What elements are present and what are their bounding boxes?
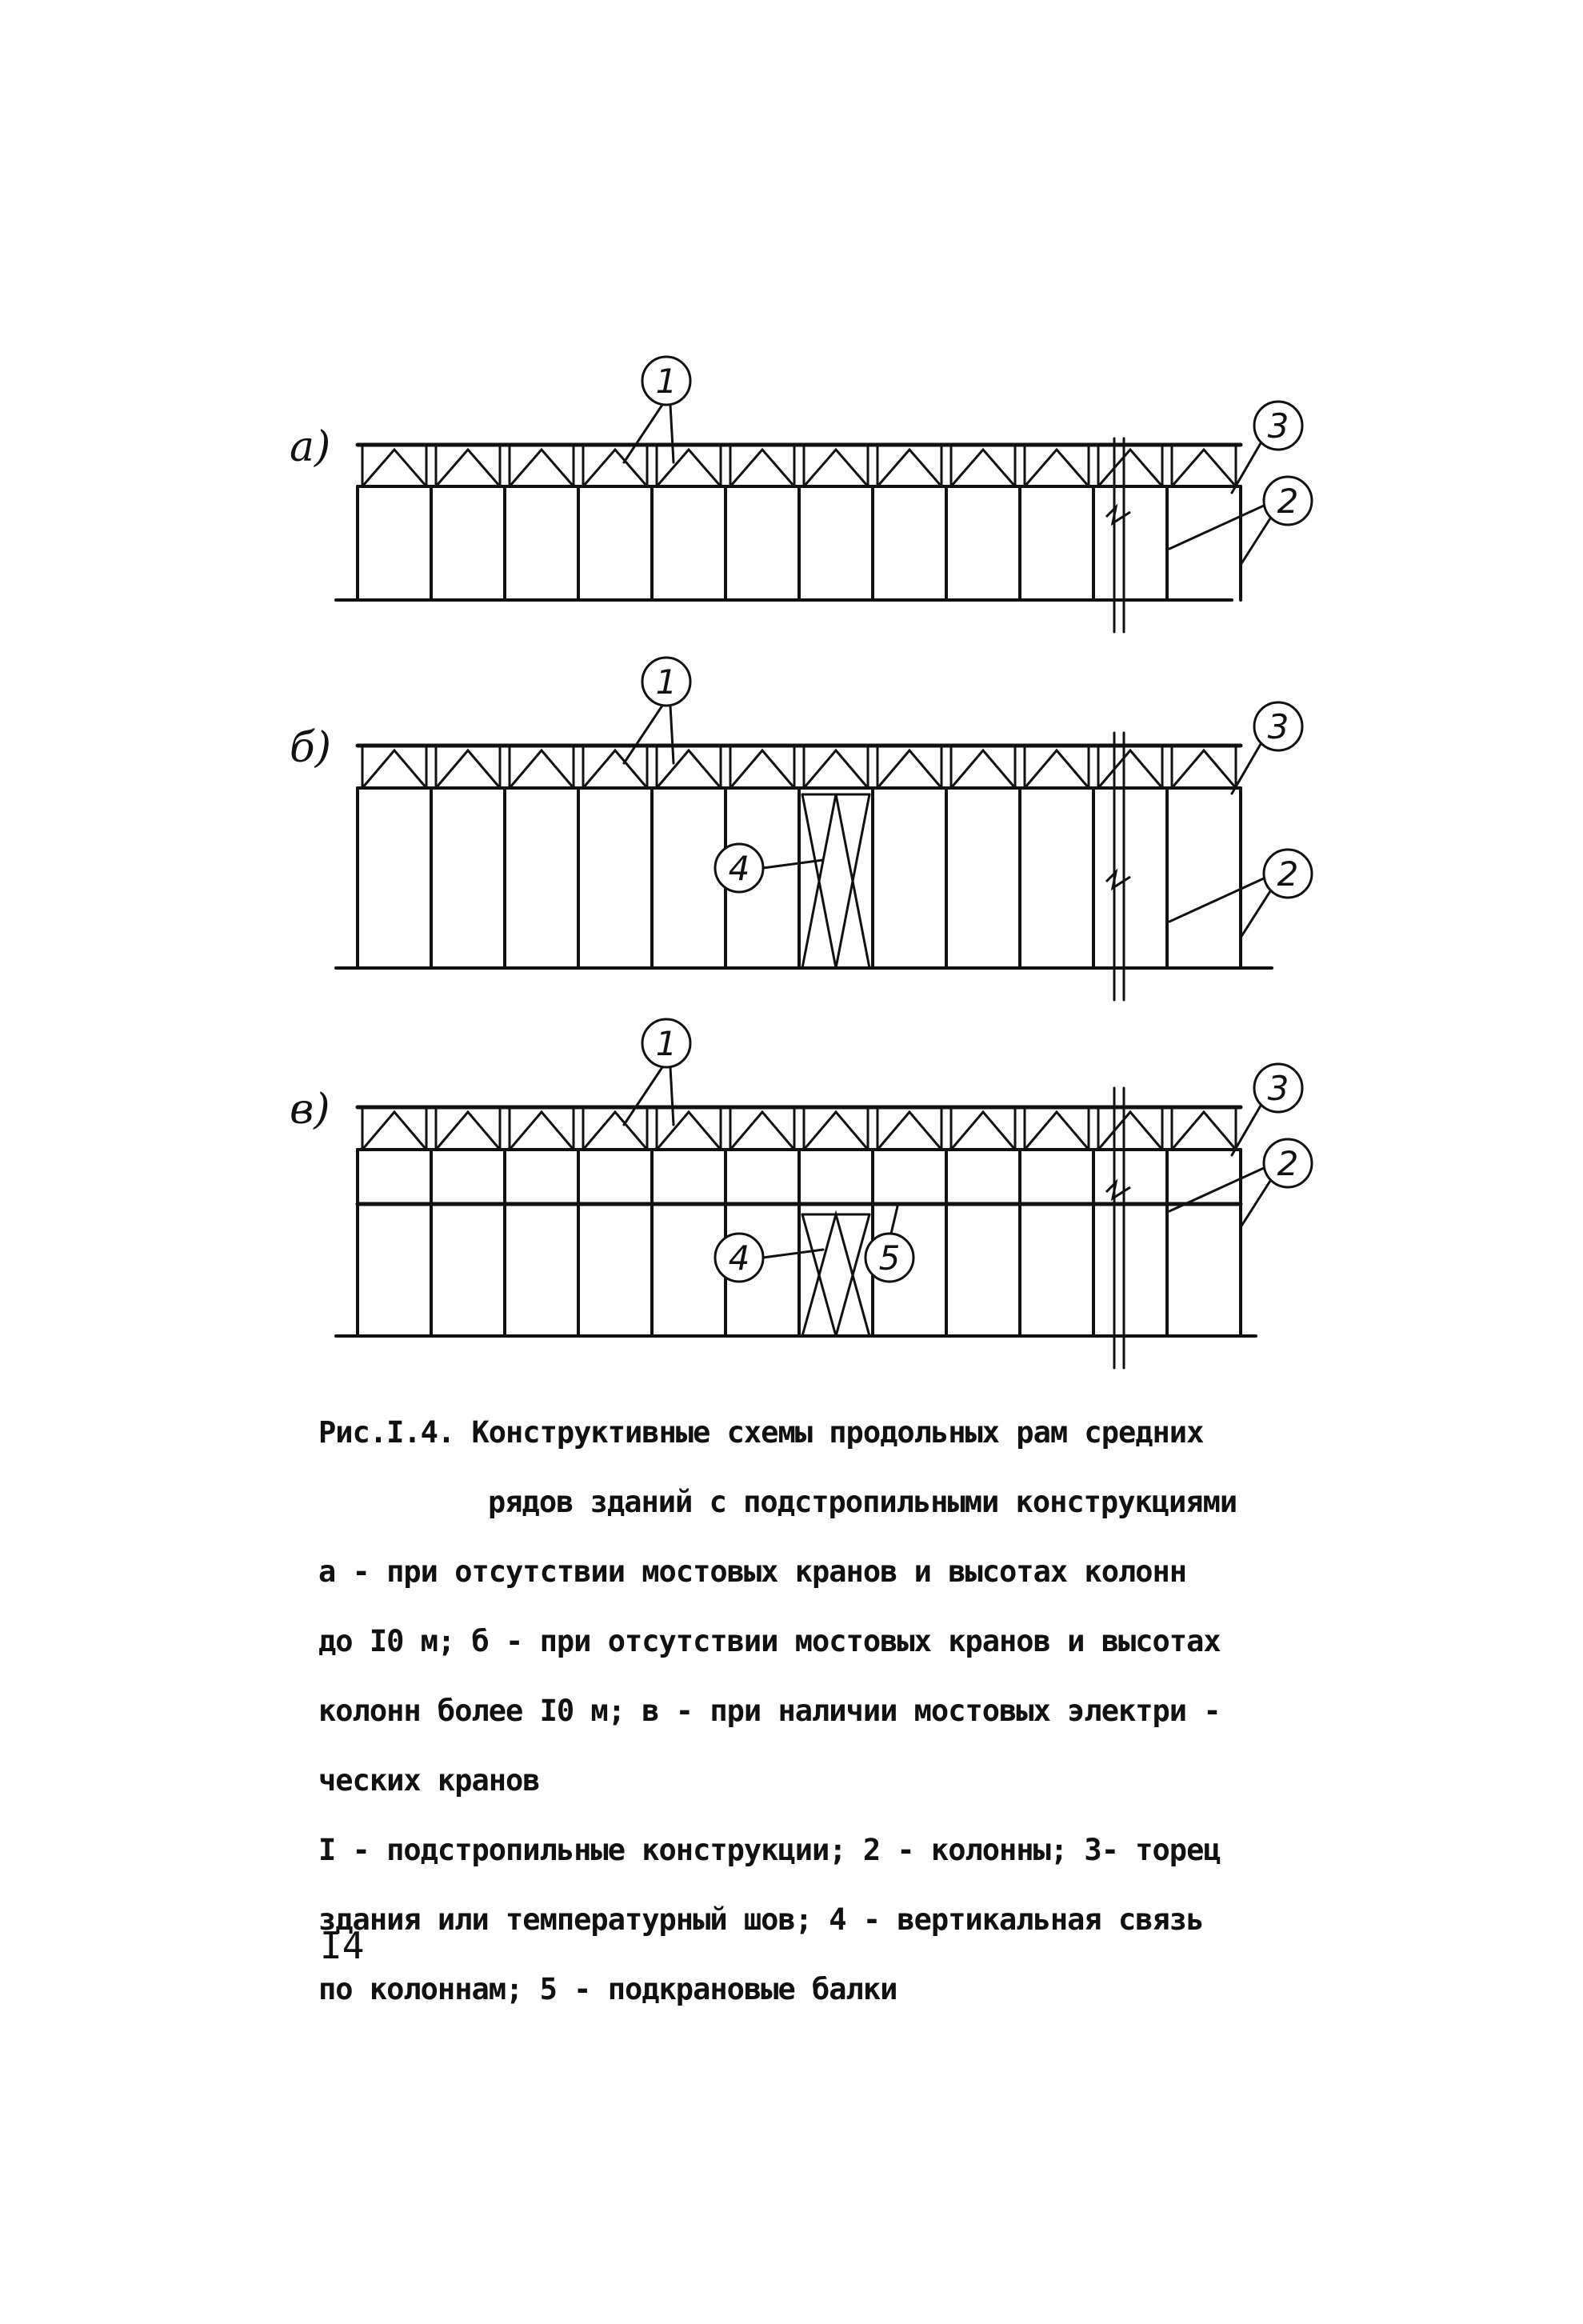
subtruss	[951, 446, 1015, 486]
truss-diagonals	[804, 750, 868, 788]
subtruss	[730, 747, 794, 788]
subtruss	[510, 446, 574, 486]
truss-diagonals	[583, 450, 647, 486]
truss-diagonals	[436, 750, 500, 788]
caption-line-9: по колоннам; 5 - подкрановые балки	[318, 1972, 897, 2006]
caption-line-4: до I0 м; б - при отсутствии мостовых кранов и высотах	[318, 1624, 1221, 1658]
caption-line-1: Рис.I.4. Конструктивные схемы продольных рам средних	[318, 1415, 1204, 1450]
callout-bracing	[715, 844, 763, 892]
leader-trusses	[670, 405, 674, 462]
caption-line-5: колонн более I0 м; в - при наличии мостовых электри -	[318, 1694, 1221, 1728]
truss-diagonals	[951, 750, 1015, 788]
panel-label: б)	[290, 724, 332, 772]
subtruss	[1172, 1109, 1236, 1150]
subtruss	[583, 1109, 647, 1150]
diagram-v	[290, 1019, 1312, 1368]
truss-diagonals	[877, 450, 941, 486]
leader-trusses	[670, 706, 674, 763]
subtruss	[730, 1109, 794, 1150]
subtruss	[510, 1109, 574, 1150]
subtruss	[583, 446, 647, 486]
vertical-bracing	[802, 794, 869, 968]
truss-diagonals	[1098, 450, 1162, 486]
truss-diagonals	[1172, 450, 1236, 486]
truss-diagonals	[362, 1112, 426, 1150]
break-mark	[1106, 1182, 1130, 1198]
truss-diagonals	[1025, 1112, 1089, 1150]
callout-trusses	[642, 357, 690, 405]
subtruss	[362, 747, 426, 788]
callout-crane-beam-label: 5	[878, 1238, 901, 1278]
figure-caption	[318, 1374, 1358, 2024]
subtruss	[436, 1109, 500, 1150]
subtruss	[877, 446, 941, 486]
callout-columns-label: 2	[1277, 854, 1299, 894]
truss-diagonals	[362, 750, 426, 788]
truss-diagonals	[436, 450, 500, 486]
subtruss	[657, 446, 721, 486]
truss-diagonals	[1025, 750, 1089, 788]
truss-diagonals	[730, 750, 794, 788]
truss-diagonals	[1025, 450, 1089, 486]
subtruss	[1025, 747, 1089, 788]
diagram-a	[290, 357, 1312, 632]
leader-columns	[1169, 506, 1264, 549]
truss-diagonals	[583, 1112, 647, 1150]
panel-label: в)	[290, 1086, 330, 1134]
subtruss	[436, 446, 500, 486]
callout-trusses	[642, 658, 690, 706]
leader-columns	[1169, 878, 1264, 922]
page-number: I4	[320, 1924, 365, 1967]
truss-diagonals	[583, 750, 647, 788]
break-mark	[1106, 872, 1130, 888]
callout-trusses	[642, 1019, 690, 1067]
truss-diagonals	[657, 1112, 721, 1150]
subtruss	[951, 1109, 1015, 1150]
callout-end-joint-label: 3	[1267, 1069, 1289, 1108]
subtruss	[510, 747, 574, 788]
truss-diagonals	[657, 450, 721, 486]
truss-diagonals	[657, 750, 721, 788]
truss-diagonals	[877, 750, 941, 788]
leader-columns	[1241, 1181, 1270, 1227]
callout-columns-label: 2	[1277, 482, 1299, 521]
truss-diagonals	[877, 1112, 941, 1150]
caption-line-6: ческих кранов	[318, 1763, 540, 1798]
callout-trusses-label: 1	[655, 662, 678, 702]
subtruss	[1098, 747, 1162, 788]
leader-bracing	[763, 860, 823, 868]
callout-end-joint-label: 3	[1267, 707, 1289, 746]
truss-diagonals	[510, 750, 574, 788]
bracing-diagonals	[802, 794, 869, 968]
subtruss	[877, 1109, 941, 1150]
callout-end-joint-label: 3	[1267, 406, 1289, 446]
truss-diagonals	[1098, 750, 1162, 788]
break-mark	[1106, 507, 1130, 523]
callout-columns-label: 2	[1277, 1144, 1299, 1183]
subtruss	[436, 747, 500, 788]
truss-diagonals	[951, 1112, 1015, 1150]
subtruss	[583, 747, 647, 788]
truss-diagonals	[362, 450, 426, 486]
caption-line-7: I - подстропильные конструкции; 2 - колонны; 3- торец	[318, 1833, 1221, 1867]
truss-diagonals	[1172, 1112, 1236, 1150]
subtruss	[657, 747, 721, 788]
leader-columns	[1241, 518, 1270, 565]
callout-bracing-label: 4	[728, 1238, 750, 1278]
truss-diagonals	[510, 1112, 574, 1150]
subtruss	[951, 747, 1015, 788]
caption-line-8: здания или температурный шов; 4 - вертикальная связь	[318, 1902, 1204, 1937]
truss-diagonals	[1172, 750, 1236, 788]
subtruss	[657, 1109, 721, 1150]
truss-diagonals	[730, 450, 794, 486]
truss-diagonals	[804, 1112, 868, 1150]
panel-label: а)	[290, 423, 331, 471]
vertical-bracing	[802, 1214, 869, 1336]
truss-diagonals	[510, 450, 574, 486]
subtruss	[1025, 446, 1089, 486]
subtruss	[1025, 1109, 1089, 1150]
truss-diagonals	[804, 450, 868, 486]
subtruss	[804, 1109, 868, 1150]
truss-diagonals	[1098, 1112, 1162, 1150]
diagram-b	[290, 658, 1312, 1000]
bracing-diagonals	[802, 1214, 869, 1336]
leader-crane-beam	[891, 1206, 897, 1234]
callout-trusses-label: 1	[655, 362, 678, 401]
subtruss	[877, 747, 941, 788]
truss-diagonals	[951, 450, 1015, 486]
truss-diagonals	[436, 1112, 500, 1150]
caption-line-3: а - при отсутствии мостовых кранов и высотах колонн	[318, 1554, 1187, 1589]
subtruss	[1098, 1109, 1162, 1150]
truss-diagonals	[730, 1112, 794, 1150]
subtruss	[730, 446, 794, 486]
callout-bracing-label: 4	[728, 849, 750, 888]
leader-columns	[1241, 891, 1270, 938]
leader-trusses	[670, 1067, 674, 1125]
subtruss	[1172, 747, 1236, 788]
subtruss	[362, 1109, 426, 1150]
subtruss	[1172, 446, 1236, 486]
subtruss	[1098, 446, 1162, 486]
callout-trusses-label: 1	[655, 1024, 678, 1063]
callout-crane-beam	[865, 1234, 913, 1282]
subtruss	[804, 446, 868, 486]
subtruss	[362, 446, 426, 486]
subtruss	[804, 747, 868, 788]
caption-line-2: рядов зданий с подстропильными конструкциями	[488, 1485, 1237, 1519]
callout-bracing	[715, 1234, 763, 1282]
